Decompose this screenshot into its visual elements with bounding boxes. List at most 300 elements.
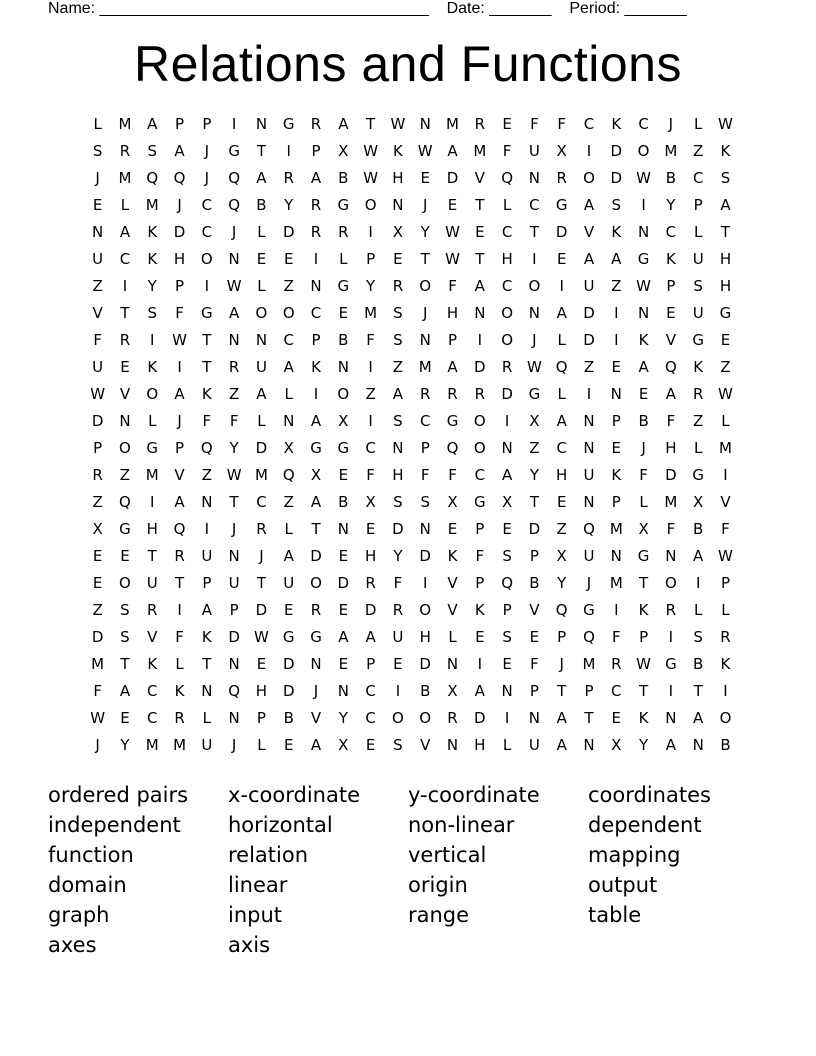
grid-letter: D [665, 466, 677, 484]
grid-letter: O [310, 574, 322, 592]
grid-letter: I [668, 682, 674, 700]
grid-letter: E [92, 196, 103, 214]
grid-letter: U [583, 277, 595, 295]
grid-letter: E [393, 250, 403, 268]
grid-letter: F [366, 331, 375, 349]
grid-letter: K [147, 223, 158, 241]
grid-letter: V [447, 601, 458, 619]
grid-letter: U [528, 142, 540, 160]
grid-letter: F [229, 412, 239, 430]
grid-letter: S [147, 142, 157, 160]
word-bank-item: function [48, 843, 134, 867]
grid-letter: Z [283, 277, 294, 295]
grid-letter: M [418, 358, 432, 376]
grid-letter: C [201, 223, 213, 241]
grid-letter: K [638, 331, 649, 349]
grid-letter: G [228, 142, 240, 160]
grid-letter: U [692, 304, 704, 322]
grid-letter: S [147, 304, 157, 322]
grid-letter: R [556, 169, 567, 187]
grid-letter: J [204, 169, 210, 187]
grid-letter: R [147, 601, 158, 619]
grid-letter: V [665, 331, 677, 349]
grid-letter: K [693, 358, 704, 376]
grid-letter: O [501, 331, 513, 349]
grid-letter: S [393, 331, 403, 349]
word-bank-item: horizontal [228, 813, 333, 837]
grid-letter: G [337, 196, 350, 214]
grid-letter: E [502, 115, 512, 133]
grid-letter: E [283, 601, 294, 619]
grid-letter: I [150, 331, 155, 349]
grid-letter: Z [392, 358, 404, 376]
grid-letter: M [719, 439, 732, 457]
grid-letter: M [446, 115, 459, 133]
grid-letter: F [448, 466, 457, 484]
grid-letter: Z [720, 358, 731, 376]
grid-letter: T [366, 115, 376, 133]
grid-letter: U [583, 466, 595, 484]
grid-letter: O [583, 169, 595, 187]
grid-letter: I [177, 601, 182, 619]
grid-letter: D [474, 709, 486, 727]
grid-letter: A [310, 169, 322, 187]
grid-letter: U [92, 358, 104, 376]
word-bank-item: y-coordinate [408, 783, 540, 807]
grid-letter: U [283, 574, 295, 592]
grid-letter: Z [693, 412, 704, 430]
grid-letter: P [584, 682, 594, 700]
grid-letter: N [228, 547, 240, 565]
grid-letter: M [118, 169, 132, 187]
grid-letter: H [719, 250, 732, 268]
grid-letter: S [420, 493, 430, 511]
grid-letter: G [146, 439, 159, 457]
grid-letter: A [693, 547, 704, 565]
grid-letter: L [502, 736, 512, 754]
grid-letter: N [419, 520, 431, 538]
grid-letter: B [338, 169, 349, 187]
grid-letter: D [501, 385, 513, 403]
grid-letter: T [529, 493, 539, 511]
grid-letter: C [474, 466, 486, 484]
grid-letter: A [611, 250, 622, 268]
grid-letter: F [366, 466, 375, 484]
grid-letter: C [256, 493, 267, 511]
grid-letter: I [532, 250, 537, 268]
grid-letter: D [310, 547, 322, 565]
grid-letter: E [556, 250, 567, 268]
grid-letter: M [118, 115, 132, 133]
grid-letter: D [337, 574, 350, 592]
grid-letter: X [310, 466, 322, 484]
grid-letter: A [119, 223, 131, 241]
grid-letter: O [637, 142, 650, 160]
grid-letter: P [611, 493, 621, 511]
word-bank-item: table [588, 903, 642, 927]
grid-letter: M [145, 736, 159, 754]
grid-letter: M [91, 655, 105, 673]
grid-letter: E [393, 655, 403, 673]
grid-letter: V [147, 628, 158, 646]
grid-letter: F [175, 304, 184, 322]
word-bank-item: coordinates [588, 783, 711, 807]
grid-letter: X [556, 547, 567, 565]
grid-letter: S [120, 628, 130, 646]
grid-letter: M [145, 466, 159, 484]
grid-letter: I [723, 682, 728, 700]
grid-letter: U [201, 547, 213, 565]
grid-letter: V [720, 493, 731, 511]
grid-letter: H [173, 250, 186, 268]
grid-letter: R [256, 520, 267, 538]
grid-letter: F [721, 520, 730, 538]
grid-letter: U [201, 736, 213, 754]
grid-letter: I [504, 709, 510, 727]
grid-letter: N [310, 277, 322, 295]
grid-letter: L [721, 412, 730, 430]
grid-letter: I [177, 358, 182, 376]
grid-letter: M [609, 520, 623, 538]
grid-letter: Z [583, 358, 595, 376]
grid-letter: R [228, 358, 240, 376]
grid-letter: C [501, 223, 513, 241]
grid-letter: M [364, 304, 378, 322]
grid-letter: F [611, 628, 621, 646]
grid-letter: I [477, 655, 483, 673]
grid-letter: S [720, 169, 731, 187]
grid-letter: R [392, 277, 404, 295]
grid-letter: H [665, 439, 677, 457]
grid-letter: P [420, 439, 430, 457]
grid-letter: R [119, 331, 131, 349]
grid-letter: R [392, 601, 404, 619]
grid-letter: Z [92, 493, 103, 511]
grid-letter: R [501, 358, 513, 376]
grid-letter: L [257, 736, 266, 754]
grid-letter: A [556, 736, 567, 754]
grid-letter: L [120, 196, 130, 214]
grid-letter: L [639, 493, 648, 511]
grid-letter: T [120, 304, 130, 322]
grid-letter: S [693, 277, 703, 295]
grid-letter: Y [338, 709, 348, 727]
grid-letter: F [393, 574, 403, 592]
grid-letter: E [338, 655, 349, 673]
grid-letter: Z [693, 142, 704, 160]
grid-letter: J [231, 736, 237, 754]
grid-letter: V [174, 466, 185, 484]
grid-letter: F [175, 628, 184, 646]
grid-letter: W [718, 115, 733, 133]
grid-letter: W [363, 142, 379, 160]
grid-letter: T [174, 574, 185, 592]
grid-letter: T [693, 682, 703, 700]
grid-letter: V [474, 169, 485, 187]
grid-letter: W [226, 466, 242, 484]
grid-letter: G [555, 196, 568, 214]
grid-letter: R [720, 628, 731, 646]
grid-letter: A [474, 277, 485, 295]
grid-letter: D [446, 169, 459, 187]
grid-letter: F [202, 412, 212, 430]
grid-letter: J [422, 196, 428, 214]
grid-letter: P [693, 196, 703, 214]
grid-letter: G [473, 493, 486, 511]
grid-letter: L [557, 331, 566, 349]
word-bank-item: dependent [588, 813, 702, 837]
grid-letter: Q [119, 493, 131, 511]
grid-letter: C [147, 709, 158, 727]
grid-letter: P [475, 574, 485, 592]
grid-letter: F [475, 547, 485, 565]
grid-letter: A [147, 115, 158, 133]
grid-letter: N [610, 385, 622, 403]
grid-letter: S [92, 142, 103, 160]
grid-letter: M [609, 574, 623, 592]
grid-letter: N [583, 493, 595, 511]
grid-letter: W [445, 250, 460, 268]
grid-letter: O [473, 412, 486, 430]
grid-letter: P [557, 628, 567, 646]
grid-letter: D [255, 601, 268, 619]
grid-letter: Q [555, 601, 568, 619]
grid-letter: W [90, 385, 106, 403]
grid-letter: A [310, 736, 322, 754]
grid-letter: H [255, 682, 268, 700]
grid-letter: Y [366, 277, 376, 295]
grid-letter: A [556, 304, 567, 322]
grid-letter: Y [120, 736, 130, 754]
grid-letter: R [119, 142, 131, 160]
grid-letter: G [692, 466, 704, 484]
grid-letter: I [504, 412, 510, 430]
word-bank-item: independent [48, 813, 181, 837]
grid-letter: L [257, 223, 266, 241]
grid-letter: V [583, 223, 595, 241]
grid-letter: A [693, 709, 704, 727]
grid-letter: K [147, 358, 158, 376]
grid-letter: J [313, 682, 319, 700]
grid-letter: N [610, 547, 622, 565]
grid-letter: X [365, 493, 376, 511]
grid-letter: E [365, 736, 376, 754]
grid-letter: J [641, 439, 646, 457]
grid-letter: E [529, 628, 540, 646]
grid-letter: P [175, 277, 185, 295]
grid-letter: B [665, 169, 677, 187]
grid-letter: P [175, 115, 185, 133]
grid-letter: Q [583, 628, 595, 646]
grid-letter: P [447, 331, 458, 349]
grid-letter: X [529, 412, 540, 430]
grid-letter: X [338, 412, 349, 430]
grid-letter: R [419, 385, 431, 403]
grid-letter: K [720, 142, 731, 160]
grid-letter: I [368, 412, 373, 430]
grid-letter: D [392, 520, 404, 538]
grid-letter: N [446, 736, 459, 754]
grid-letter: X [283, 439, 294, 457]
word-bank-item: origin [408, 873, 468, 897]
grid-letter: H [719, 277, 732, 295]
grid-letter: G [665, 655, 677, 673]
grid-letter: E [447, 520, 458, 538]
grid-letter: D [555, 223, 568, 241]
grid-letter: E [256, 655, 267, 673]
grid-letter: S [393, 304, 403, 322]
grid-letter: I [614, 331, 619, 349]
grid-letter: T [557, 682, 567, 700]
grid-letter: N [419, 115, 431, 133]
grid-letter: A [556, 709, 567, 727]
grid-letter: X [501, 493, 513, 511]
grid-letter: Z [365, 385, 376, 403]
grid-letter: I [641, 196, 646, 214]
grid-letter: D [173, 223, 186, 241]
grid-letter: N [255, 115, 268, 133]
grid-letter: O [255, 304, 268, 322]
grid-letter: L [148, 412, 157, 430]
grid-letter: K [720, 655, 731, 673]
grid-letter: Q [146, 169, 159, 187]
grid-letter: J [231, 520, 237, 538]
grid-letter: E [338, 304, 349, 322]
grid-letter: G [637, 250, 650, 268]
grid-letter: P [202, 115, 212, 133]
grid-letter: O [664, 574, 677, 592]
grid-letter: S [393, 493, 403, 511]
grid-letter: L [721, 601, 730, 619]
grid-letter: U [92, 250, 104, 268]
grid-letter: N [583, 439, 595, 457]
grid-letter: Q [446, 439, 459, 457]
grid-letter: R [174, 547, 185, 565]
grid-letter: L [694, 601, 703, 619]
grid-letter: T [202, 655, 212, 673]
grid-letter: C [310, 304, 322, 322]
grid-letter: N [528, 169, 541, 187]
grid-letter: A [119, 682, 131, 700]
grid-letter: N [392, 439, 404, 457]
grid-letter: M [664, 493, 678, 511]
grid-letter: A [501, 466, 513, 484]
grid-letter: V [310, 709, 322, 727]
grid-letter: C [365, 682, 376, 700]
grid-letter: W [636, 169, 651, 187]
grid-letter: N [255, 331, 268, 349]
grid-letter: W [226, 277, 242, 295]
grid-letter: I [395, 682, 401, 700]
word-bank-item: output [588, 873, 658, 897]
grid-letter: T [311, 520, 321, 538]
grid-letter: T [229, 493, 239, 511]
grid-letter: W [417, 142, 433, 160]
grid-letter: N [474, 304, 486, 322]
grid-letter: C [692, 169, 704, 187]
grid-letter: R [692, 385, 704, 403]
grid-letter: F [639, 466, 648, 484]
grid-letter: Q [664, 358, 677, 376]
grid-letter: W [90, 709, 106, 727]
grid-letter: A [447, 142, 458, 160]
grid-letter: Y [666, 196, 676, 214]
grid-letter: G [201, 304, 213, 322]
grid-letter: D [419, 547, 431, 565]
grid-letter: N [392, 196, 404, 214]
grid-letter: P [311, 331, 321, 349]
grid-letter: Q [173, 169, 186, 187]
word-bank-item: non-linear [408, 813, 515, 837]
grid-letter: E [720, 331, 731, 349]
grid-letter: W [445, 223, 460, 241]
grid-letter: G [719, 304, 732, 322]
grid-letter: E [447, 196, 458, 214]
grid-letter: E [638, 385, 649, 403]
grid-letter: A [174, 385, 185, 403]
grid-letter: I [204, 520, 210, 538]
grid-letter: O [501, 304, 513, 322]
grid-letter: N [310, 655, 322, 673]
grid-letter: N [201, 682, 213, 700]
grid-letter: V [119, 385, 131, 403]
grid-letter: X [638, 520, 649, 538]
grid-letter: D [583, 331, 595, 349]
grid-letter: B [720, 736, 731, 754]
word-search-grid [84, 111, 739, 759]
grid-letter: G [446, 412, 459, 430]
grid-letter: S [693, 628, 703, 646]
grid-letter: N [119, 412, 131, 430]
grid-letter: A [392, 385, 404, 403]
grid-letter: S [611, 196, 622, 214]
grid-letter: G [282, 628, 295, 646]
grid-letter: L [339, 250, 348, 268]
grid-letter: D [91, 412, 104, 430]
grid-letter: O [528, 277, 541, 295]
grid-letter: T [639, 574, 649, 592]
grid-letter: N [337, 682, 349, 700]
grid-letter: E [120, 547, 130, 565]
grid-letter: A [229, 304, 240, 322]
grid-letter: G [337, 439, 350, 457]
grid-letter: W [390, 115, 406, 133]
grid-letter: N [446, 655, 459, 673]
grid-letter: D [364, 601, 377, 619]
grid-letter: M [173, 736, 187, 754]
grid-letter: I [368, 223, 373, 241]
word-bank-item: input [228, 903, 283, 927]
grid-letter: K [147, 250, 158, 268]
grid-letter: Z [611, 277, 622, 295]
grid-letter: G [282, 115, 295, 133]
grid-letter: Q [501, 169, 513, 187]
grid-letter: A [256, 169, 267, 187]
grid-letter: L [502, 196, 512, 214]
grid-letter: Y [393, 547, 403, 565]
grid-letter: P [366, 655, 376, 673]
grid-letter: P [256, 709, 266, 727]
grid-letter: B [338, 493, 349, 511]
grid-letter: A [720, 196, 731, 214]
grid-letter: N [637, 223, 650, 241]
grid-letter: Q [228, 682, 241, 700]
grid-letter: J [177, 412, 182, 430]
grid-letter: A [556, 412, 567, 430]
grid-letter: Q [200, 439, 213, 457]
grid-letter: O [392, 709, 404, 727]
grid-letter: N [583, 736, 595, 754]
